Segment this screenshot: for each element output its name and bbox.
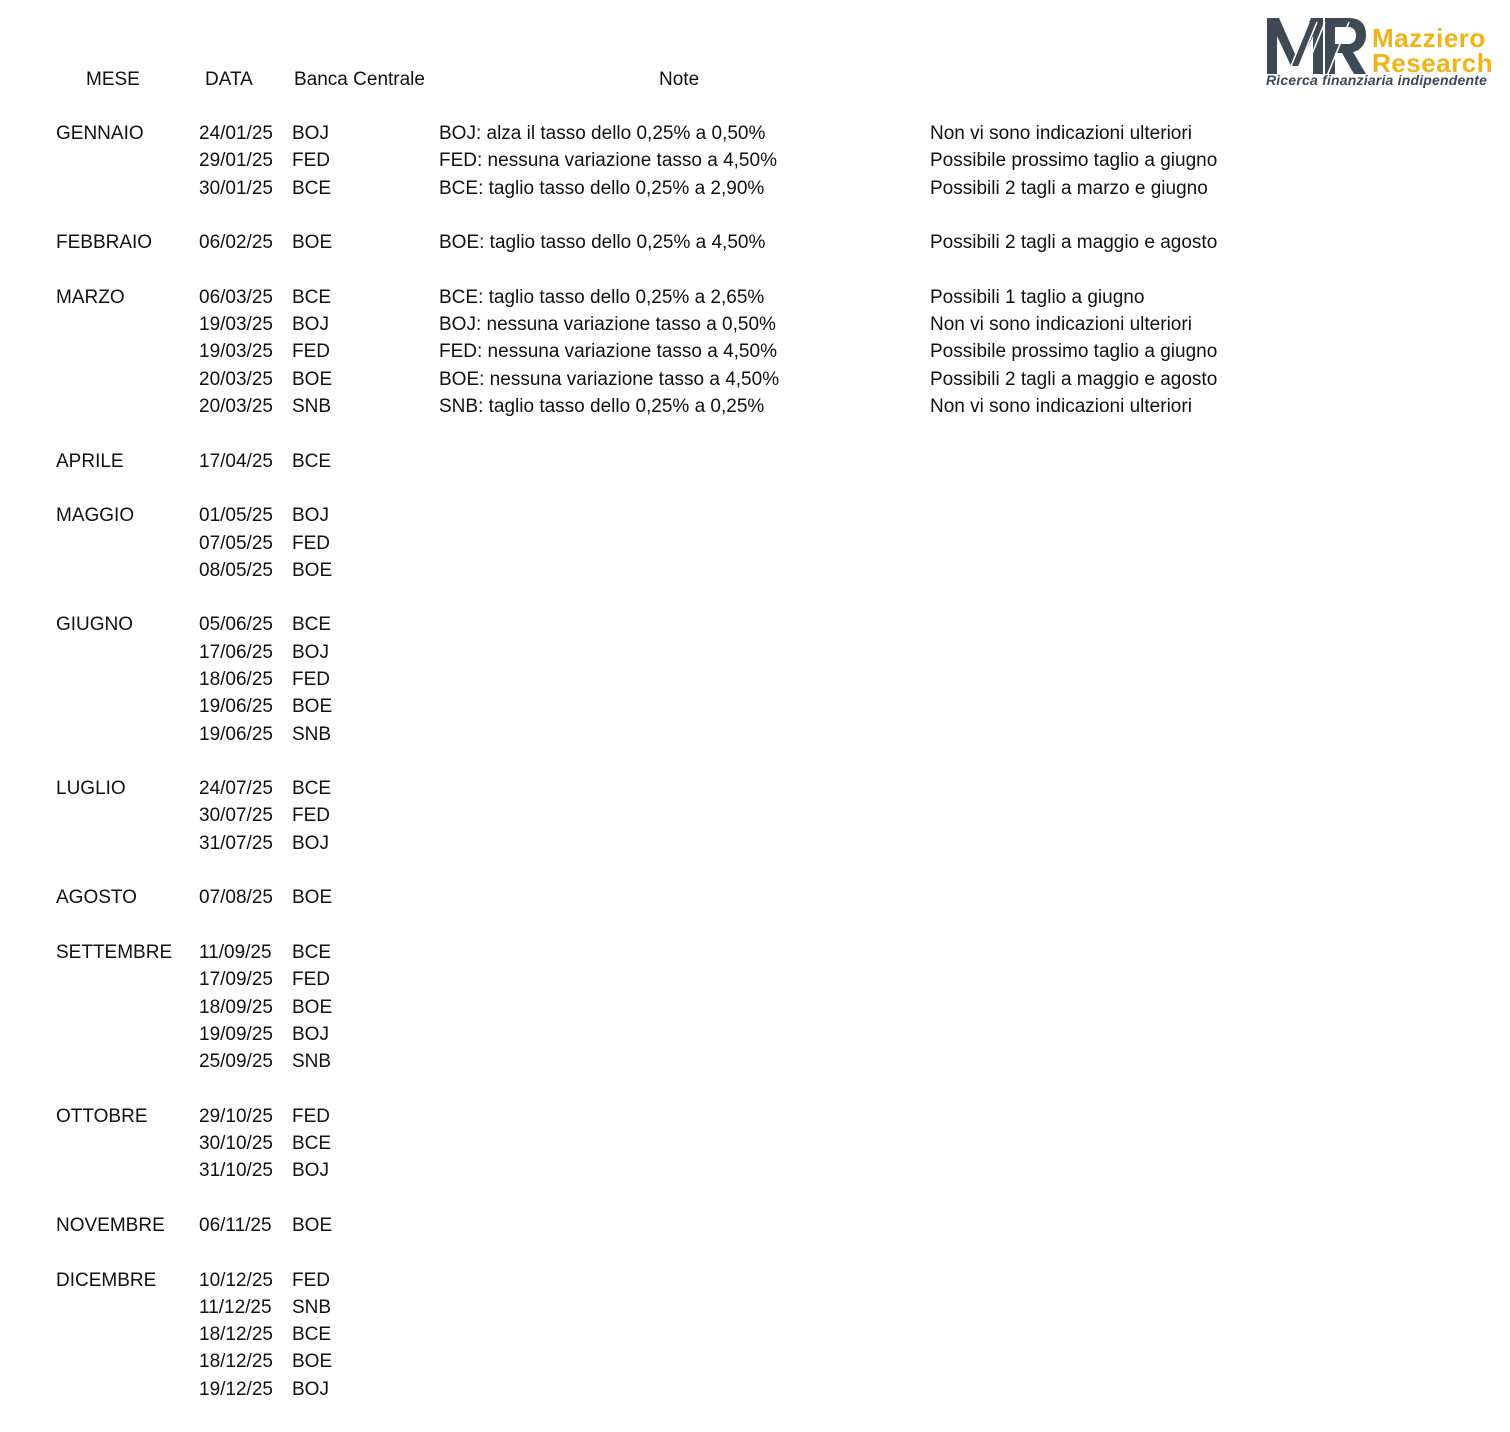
header-data: DATA: [205, 69, 253, 90]
meeting-date: 11/09/25: [199, 942, 272, 963]
central-bank: BOJ: [292, 1024, 329, 1045]
meeting-date: 07/05/25: [199, 533, 273, 554]
header-note: Note: [659, 69, 700, 90]
central-bank: BOE: [292, 1351, 333, 1372]
month-label: OTTOBRE: [56, 1106, 148, 1127]
outlook-note: Non vi sono indicazioni ulteriori: [930, 396, 1192, 417]
outlook-note: Non vi sono indicazioni ulteriori: [930, 314, 1192, 335]
month-label: LUGLIO: [56, 778, 126, 799]
outlook-note: Possibile prossimo taglio a giugno: [930, 341, 1218, 362]
central-bank: BOJ: [292, 314, 329, 335]
meeting-date: 20/03/25: [199, 396, 273, 417]
central-bank: FED: [292, 669, 330, 690]
central-bank: BCE: [292, 178, 332, 199]
month-label: GIUGNO: [56, 614, 134, 635]
meeting-date: 18/09/25: [199, 997, 273, 1018]
central-bank: BOJ: [292, 642, 329, 663]
month-label: AGOSTO: [56, 887, 137, 908]
meeting-note: FED: nessuna variazione tasso a 4,50%: [439, 150, 777, 171]
meeting-date: 18/12/25: [199, 1351, 273, 1372]
meeting-note: FED: nessuna variazione tasso a 4,50%: [439, 341, 777, 362]
meeting-date: 18/06/25: [199, 669, 273, 690]
central-bank: FED: [292, 341, 330, 362]
central-bank: BCE: [292, 287, 332, 308]
logo-name-line1: Mazziero: [1372, 23, 1486, 53]
meeting-note: SNB: taglio tasso dello 0,25% a 0,25%: [439, 396, 765, 417]
meeting-date: 06/02/25: [199, 232, 273, 253]
central-bank: SNB: [292, 396, 332, 417]
central-bank: BCE: [292, 778, 332, 799]
logo-name-line2: Research: [1372, 48, 1494, 78]
central-bank: BCE: [292, 614, 332, 635]
meeting-date: 19/06/25: [199, 696, 273, 717]
central-bank: FED: [292, 969, 330, 990]
meeting-note: BOJ: nessuna variazione tasso a 0,50%: [439, 314, 776, 335]
central-bank: BOJ: [292, 833, 329, 854]
logo-tagline: Ricerca finanziaria indipendente: [1266, 72, 1488, 88]
central-bank: BOE: [292, 232, 333, 253]
central-bank: BCE: [292, 451, 332, 472]
meeting-date: 29/10/25: [199, 1106, 273, 1127]
central-bank: BCE: [292, 1324, 332, 1345]
central-bank: BOJ: [292, 505, 329, 526]
meeting-date: 06/11/25: [199, 1215, 272, 1236]
meeting-date: 17/06/25: [199, 642, 273, 663]
meeting-note: BOE: taglio tasso dello 0,25% a 4,50%: [439, 232, 766, 253]
meeting-date: 31/07/25: [199, 833, 273, 854]
central-bank: FED: [292, 805, 330, 826]
month-label: NOVEMBRE: [56, 1215, 165, 1236]
meeting-date: 20/03/25: [199, 369, 273, 390]
meeting-date: 18/12/25: [199, 1324, 273, 1345]
central-bank: SNB: [292, 1051, 332, 1072]
meeting-date: 06/03/25: [199, 287, 273, 308]
header-banca-centrale: Banca Centrale: [294, 69, 425, 90]
central-bank: BOE: [292, 1215, 333, 1236]
central-bank: BOE: [292, 696, 333, 717]
meeting-date: 29/01/25: [199, 150, 273, 171]
central-bank: BCE: [292, 1133, 332, 1154]
header-mese: MESE: [86, 69, 140, 90]
meeting-date: 30/01/25: [199, 178, 273, 199]
meeting-date: 19/09/25: [199, 1024, 273, 1045]
meeting-date: 30/07/25: [199, 805, 273, 826]
meeting-date: 24/07/25: [199, 778, 273, 799]
month-label: MAGGIO: [56, 505, 135, 526]
meeting-date: 30/10/25: [199, 1133, 273, 1154]
month-label: FEBBRAIO: [56, 232, 153, 253]
month-label: SETTEMBRE: [56, 942, 173, 963]
central-bank: BOE: [292, 369, 333, 390]
outlook-note: Possibili 1 taglio a giugno: [930, 287, 1145, 308]
meeting-note: BOE: nessuna variazione tasso a 4,50%: [439, 369, 780, 390]
meeting-note: BCE: taglio tasso dello 0,25% a 2,90%: [439, 178, 765, 199]
meeting-date: 19/06/25: [199, 724, 273, 745]
meeting-note: BOJ: alza il tasso dello 0,25% a 0,50%: [439, 123, 766, 144]
central-bank: FED: [292, 533, 330, 554]
central-bank: FED: [292, 1270, 330, 1291]
meeting-date: 19/03/25: [199, 341, 273, 362]
meeting-date: 10/12/25: [199, 1270, 273, 1291]
meeting-date: 19/12/25: [199, 1379, 273, 1400]
central-bank: SNB: [292, 1297, 332, 1318]
meeting-date: 11/12/25: [199, 1297, 272, 1318]
outlook-note: Possibili 2 tagli a marzo e giugno: [930, 178, 1208, 199]
central-bank: SNB: [292, 724, 332, 745]
meeting-date: 31/10/25: [199, 1160, 273, 1181]
month-label: GENNAIO: [56, 123, 144, 144]
outlook-note: Non vi sono indicazioni ulteriori: [930, 123, 1192, 144]
outlook-note: Possibile prossimo taglio a giugno: [930, 150, 1218, 171]
meeting-date: 17/04/25: [199, 451, 273, 472]
meeting-date: 19/03/25: [199, 314, 273, 335]
meeting-date: 24/01/25: [199, 123, 273, 144]
central-bank: FED: [292, 1106, 330, 1127]
central-bank: BOJ: [292, 1379, 329, 1400]
month-label: MARZO: [56, 287, 125, 308]
outlook-note: Possibili 2 tagli a maggio e agosto: [930, 232, 1218, 253]
meeting-date: 08/05/25: [199, 560, 273, 581]
central-bank: BOE: [292, 997, 333, 1018]
meeting-date: 07/08/25: [199, 887, 273, 908]
meeting-date: 05/06/25: [199, 614, 273, 635]
month-label: DICEMBRE: [56, 1270, 157, 1291]
meeting-date: 17/09/25: [199, 969, 273, 990]
meeting-date: 25/09/25: [199, 1051, 273, 1072]
central-bank: FED: [292, 150, 330, 171]
central-bank: BOJ: [292, 123, 329, 144]
central-bank: BCE: [292, 942, 332, 963]
meeting-note: BCE: taglio tasso dello 0,25% a 2,65%: [439, 287, 765, 308]
central-bank: BOE: [292, 887, 333, 908]
month-label: APRILE: [56, 451, 124, 472]
outlook-note: Possibili 2 tagli a maggio e agosto: [930, 369, 1218, 390]
central-bank: BOJ: [292, 1160, 329, 1181]
meeting-date: 01/05/25: [199, 505, 273, 526]
central-bank: BOE: [292, 560, 333, 581]
